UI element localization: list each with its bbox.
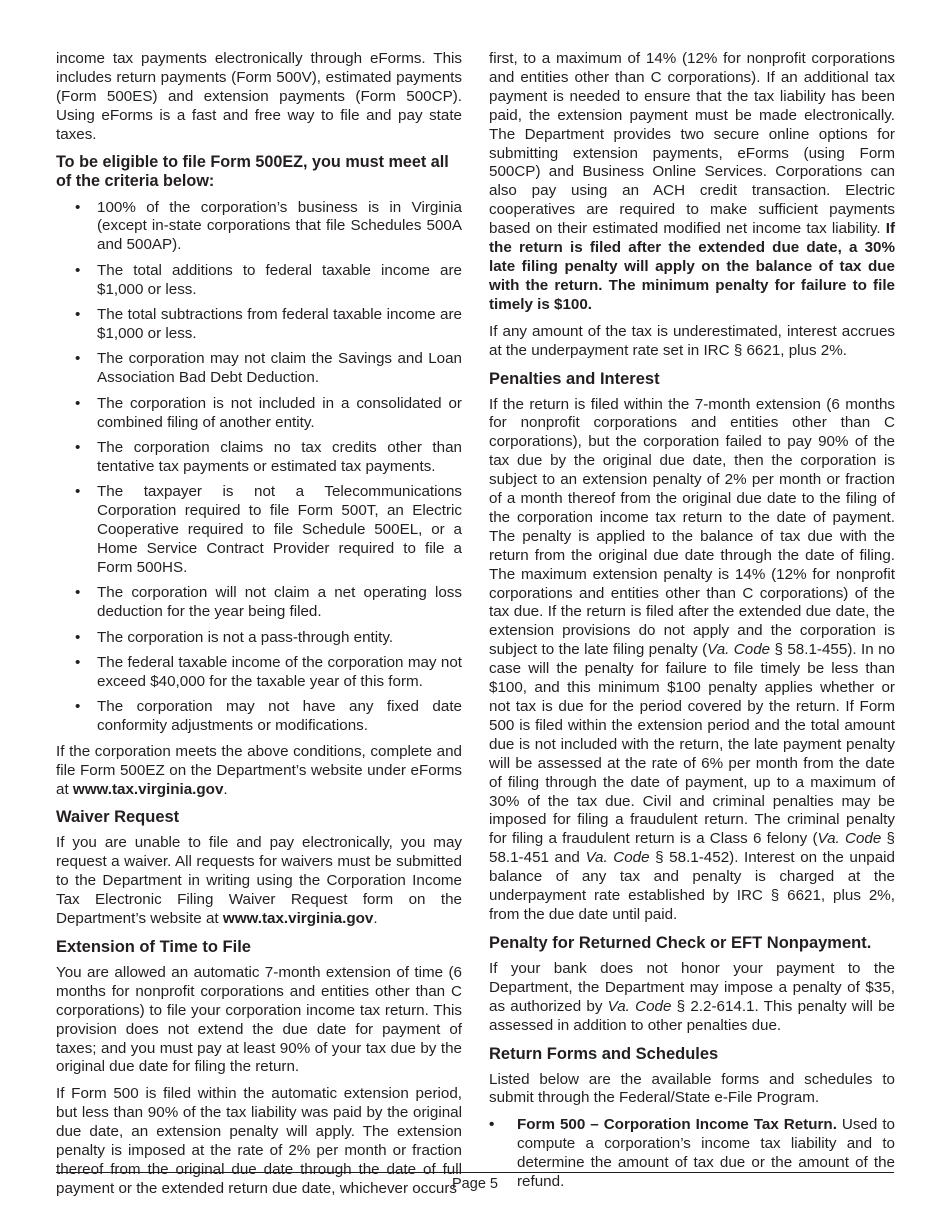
footer-divider bbox=[56, 1172, 894, 1173]
right-column bbox=[489, 50, 895, 1198]
conditions-paragraph bbox=[56, 743, 462, 800]
penalties-paragraph bbox=[489, 396, 895, 925]
left-column bbox=[56, 50, 462, 1207]
va-code-citation: Va. Code bbox=[607, 997, 672, 1015]
penalties-text: § 58.1-452). Interest on the unpaid balance of any tax and penalty is charged at the underpayment rate established by IRC § 6621, plus 2%, from the due date until paid. bbox=[489, 849, 895, 923]
website-link[interactable]: www.tax.virginia.gov bbox=[72, 780, 224, 798]
extension-paragraph-1: You are allowed an automatic 7-month extension of time (6 months for nonprofit corporations and entities other than C corporations) to file your corporation income tax return. This provision does not extend the due date for payment of taxes; and you must pay at least 90% of your tax due by the original due date for filing the return. bbox=[56, 963, 462, 1076]
forms-paragraph: Listed below are the available forms and schedules to submit through the Federal/State e-File Program. bbox=[489, 1070, 895, 1107]
continuation-text: first, to a maximum of 14% (12% for nonprofit corporations and entities other than C corporations). If an additional tax payment is needed to ensure that the tax liability has been paid, the extension payment must be made electronically. The Department provides two secure online options for submitting extension payments, eForms (using Form 500CP) and Business Online Services. Corporations can also pay using an ACH credit transaction. Electric cooperatives are required to make sufficient payments based on their estimated modified net income tax liability. bbox=[489, 50, 895, 238]
period: . bbox=[373, 910, 378, 928]
criteria-item: • 100% of the corporation’s business is in Virginia (except in-state corporations that file Schedules 500A and 500AP). bbox=[56, 199, 462, 256]
criteria-item: • The taxpayer is not a Telecommunications Corporation required to file Form 500T, an Electric Cooperative required to file Schedule 500EL, or a Home Service Contract Provider required to file a Form 500HS. bbox=[56, 483, 462, 578]
period: . bbox=[223, 780, 228, 798]
criteria-item: • The corporation is not included in a consolidated or combined filing of another entity. bbox=[56, 395, 462, 433]
waiver-paragraph bbox=[56, 834, 462, 929]
criteria-item: • The corporation will not claim a net operating loss deduction for the year being filed. bbox=[56, 584, 462, 622]
form-500-title: Form 500 – Corporation Income Tax Return. bbox=[517, 1116, 837, 1134]
criteria-item: • The corporation claims no tax credits other than tentative tax payments or estimated tax payments. bbox=[56, 439, 462, 477]
criteria-item: • The total subtractions from federal taxable income are $1,000 or less. bbox=[56, 306, 462, 344]
criteria-list bbox=[56, 199, 462, 737]
website-link[interactable]: www.tax.virginia.gov bbox=[222, 910, 374, 928]
returned-check-paragraph bbox=[489, 960, 895, 1036]
eligibility-heading: To be eligible to file Form 500EZ, you must meet all of the criteria below: bbox=[56, 152, 449, 190]
conditions-text: If the corporation meets the above conditions, complete and file Form 500EZ on the Department’s website under eForms at bbox=[56, 742, 462, 798]
returned-check-text: § 2.2-614.1. This penalty will be assessed in addition to other penalties due. bbox=[489, 997, 895, 1034]
criteria-item: • The federal taxable income of the corporation may not exceed $40,000 for the taxable year of this form. bbox=[56, 654, 462, 692]
extension-heading: Extension of Time to File bbox=[56, 937, 251, 956]
forms-heading: Return Forms and Schedules bbox=[489, 1044, 719, 1063]
criteria-item: • The corporation may not claim the Savings and Loan Association Bad Debt Deduction. bbox=[56, 350, 462, 388]
penalties-text: If the return is filed within the 7-month extension (6 months for nonprofit corporations and entities other than C corporations), but the corporation failed to pay 90% of the tax due by the original due date, then the corporation is subject to an extension penalty of 2% per month or fraction of a month thereof from the original due date to the filing of the corporation income tax return to the date of payment. The penalty is applied to the balance of tax due with the return from the original due date through the date of filing. The maximum extension penalty is 14% (12% for nonprofit corporations and entities other than C corporations) of the tax due. If the return is filed after the extended due date, the extension provisions do not apply and the corporation is subject to the late filing penalty ( bbox=[489, 395, 895, 659]
underestimate-paragraph: If any amount of the tax is underestimated, interest accrues at the underpayment rate set in IRC § 6621, plus 2%. bbox=[489, 322, 895, 359]
waiver-text: If you are unable to file and pay electronically, you may request a waiver. All requests for waivers must be submitted to the Department in writing using the Corporation Income Tax Electronic Filing Waiver Request form on the Department’s website at bbox=[56, 834, 462, 928]
extension-continuation-paragraph bbox=[489, 50, 895, 315]
criteria-item: • The total additions to federal taxable income are $1,000 or less. bbox=[56, 262, 462, 300]
penalties-text: § 58.1-451 and bbox=[489, 830, 896, 867]
returned-check-heading: Penalty for Returned Check or EFT Nonpayment. bbox=[489, 933, 872, 952]
va-code-citation: Va. Code bbox=[817, 830, 882, 848]
form-500-description: Used to compute a corporation’s income tax liability and to determine the amount of tax due or the amount of the refund. bbox=[517, 1116, 896, 1191]
intro-paragraph: income tax payments electronically through eForms. This includes return payments (Form 500V), estimated payments (Form 500ES) and extension payments (Form 500CP). Using eForms is a fast and free way to file and pay state taxes. bbox=[56, 50, 462, 143]
va-code-citation: Va. Code bbox=[585, 849, 650, 867]
criteria-item: • The corporation may not have any fixed date conformity adjustments or modifications. bbox=[56, 698, 462, 736]
late-filing-penalty-note: If the return is filed after the extended due date, a 30% late filing penalty will apply on the balance of tax due with the return. The minimum penalty for failure to file timely is $100. bbox=[489, 220, 895, 313]
criteria-item: • The corporation is not a pass-through entity. bbox=[56, 629, 462, 648]
returned-check-text: If your bank does not honor your payment to the Department, the Department may impose a penalty of $35, as authorized by bbox=[489, 959, 895, 1015]
extension-paragraph-2: If Form 500 is filed within the automatic extension period, but less than 90% of the tax liability was paid by the original due date, an extension penalty will apply. The extension penalty is imposed at the rate of 2% per month or fraction thereof from the original due date through the date of full payment or the extended return due date, whichever occurs bbox=[56, 1085, 462, 1197]
va-code-citation: Va. Code bbox=[707, 641, 771, 659]
waiver-heading: Waiver Request bbox=[56, 808, 180, 827]
page-number: Page 5 bbox=[452, 1176, 498, 1192]
penalties-text: § 58.1-455). In no case will the penalty for failure to file timely be less than $100, and this minimum $100 penalty applies whether or not tax is due for the period covered by the return. If Form 500 is filed within the extension period and the total amount due is not included with the return, the late payment penalty will be assessed at the rate of 6% per month from the date of filing through the date of payment, up to a maximum of 30% of the tax due. Civil and criminal penalties may be imposed for filing a fraudulent return. The criminal penalty for filing a fraudulent return is a Class 6 felony ( bbox=[489, 641, 895, 848]
penalties-heading: Penalties and Interest bbox=[489, 369, 660, 388]
